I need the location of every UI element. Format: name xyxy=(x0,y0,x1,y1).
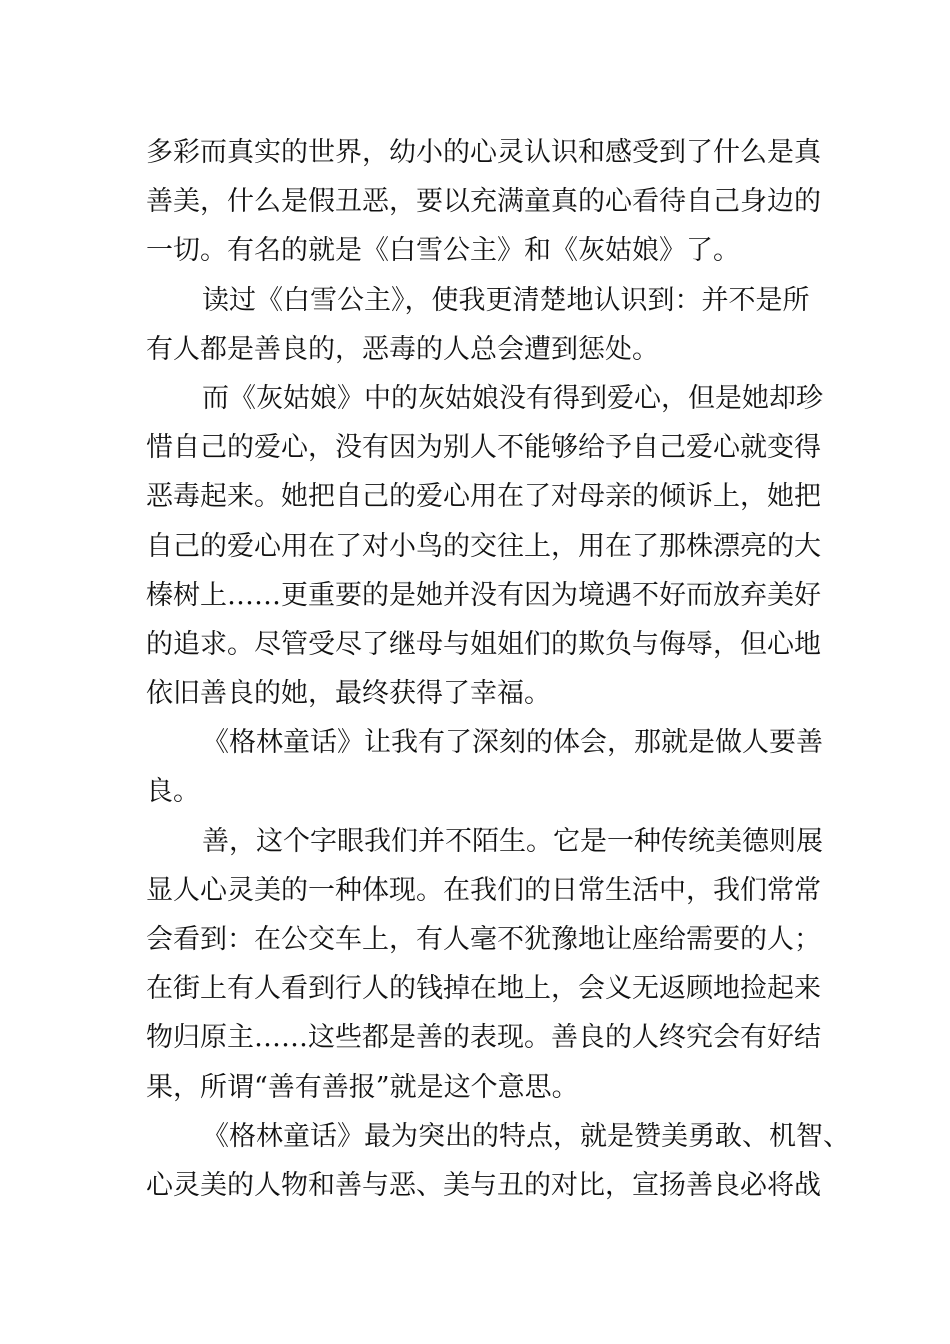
text-line: 恶毒起来。她把自己的爱心用在了对母亲的倾诉上，她把 xyxy=(146,481,821,513)
text-line: 榛树上……更重要的是她并没有因为境遇不好而放弃美好 xyxy=(146,579,821,611)
text-line: 的追求。尽管受尽了继母与姐姐们的欺负与侮辱，但心地 xyxy=(146,628,821,660)
paragraph-first-line: 善，这个字眼我们并不陌生。它是一种传统美德则展 xyxy=(202,825,823,857)
text-line: 自己的爱心用在了对小鸟的交往上，用在了那株漂亮的大 xyxy=(146,530,821,562)
body-text xyxy=(146,128,850,1210)
text-line: 多彩而真实的世界，幼小的心灵认识和感受到了什么是真 xyxy=(146,137,821,168)
text-line: 惜自己的爱心，没有因为别人不能够给予自己爱心就变得 xyxy=(146,432,821,464)
text-line: 会看到：在公交车上，有人毫不犹豫地让座给需要的人； xyxy=(146,924,821,955)
paragraph-first-line: 《格林童话》最为突出的特点，就是赞美勇敢、机智、 xyxy=(202,1120,850,1152)
text-line: 在街上有人看到行人的钱掉在地上，会义无返顾地捡起来 xyxy=(146,973,821,1005)
paragraph-first-line: 读过《白雪公主》，使我更清楚地认识到：并不是所 xyxy=(202,284,810,316)
text-line: 良。 xyxy=(146,776,200,808)
text-line: 物归原主……这些都是善的表现。善良的人终究会有好结 xyxy=(146,1022,821,1054)
paragraph-first-line: 《格林童话》让我有了深刻的体会，那就是做人要善 xyxy=(202,727,823,759)
text-line: 心灵美的人物和善与恶、美与丑的对比，宣扬善良必将战 xyxy=(146,1169,821,1201)
text-line: 果，所谓“善有善报”就是这个意思。 xyxy=(146,1071,579,1103)
text-line: 有人都是善良的，恶毒的人总会遭到惩处。 xyxy=(146,333,659,365)
paragraph-first-line: 而《灰姑娘》中的灰姑娘没有得到爱心，但是她却珍 xyxy=(202,382,823,414)
text-line: 一切。有名的就是《白雪公主》和《灰姑娘》了。 xyxy=(146,235,740,267)
text-line: 善美，什么是假丑恶，要以充满童真的心看待自己身边的 xyxy=(146,186,821,218)
text-line: 依旧善良的她，最终获得了幸福。 xyxy=(146,678,551,710)
text-line: 显人心灵美的一种体现。在我们的日常生活中，我们常常 xyxy=(146,874,821,906)
